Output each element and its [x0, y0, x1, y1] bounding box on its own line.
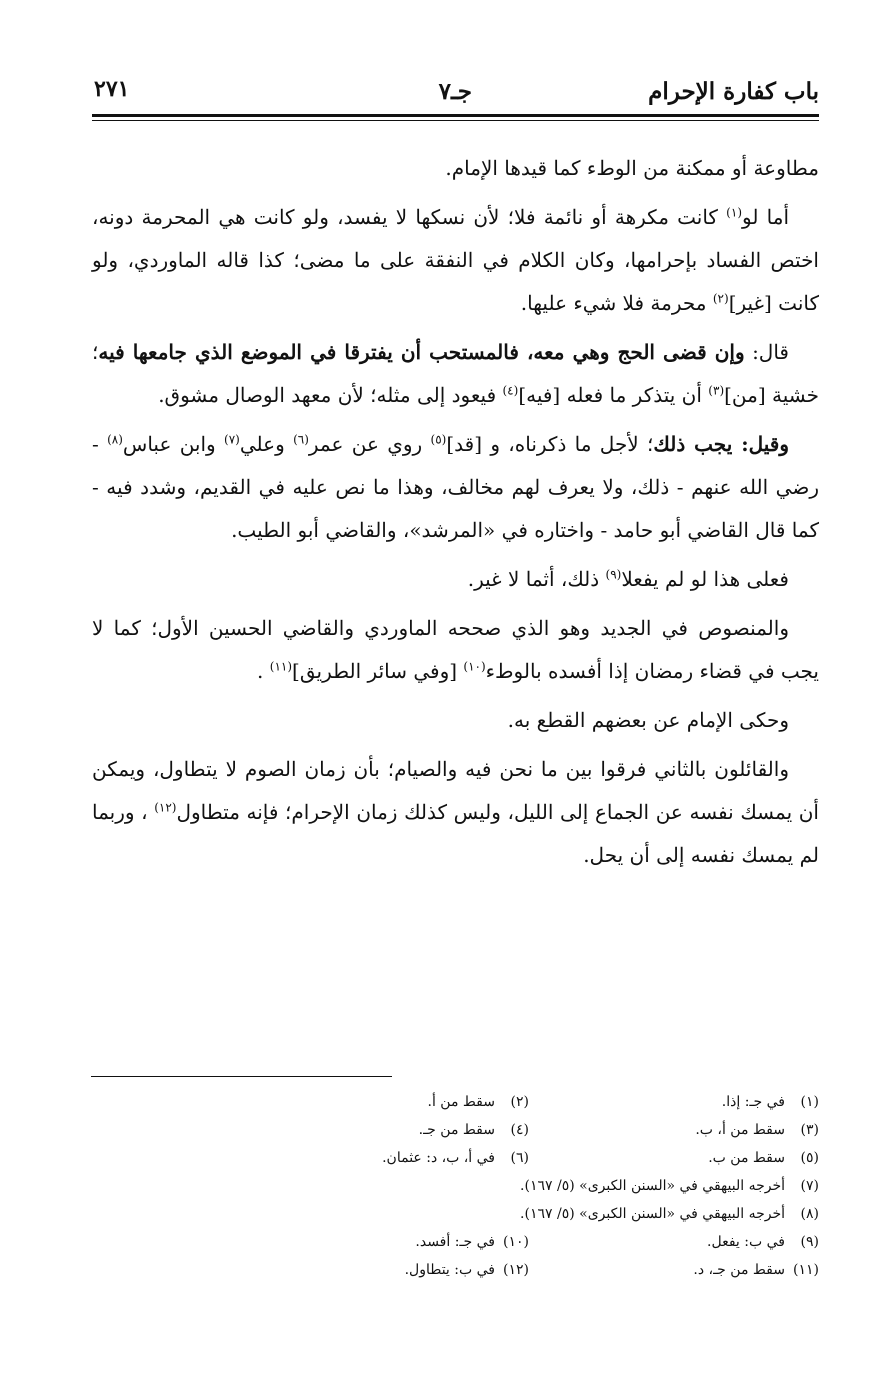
footnote-number: (٢)	[510, 1094, 529, 1110]
footnote-ref: (٧)	[224, 432, 240, 447]
footnote-item	[270, 1230, 529, 1255]
footnote-number: (١)	[800, 1094, 819, 1110]
footnote-number: (٧)	[800, 1178, 819, 1194]
text-segment: محرمة فلا شيء عليها.	[520, 291, 713, 315]
header-rule-thick	[92, 114, 819, 117]
text-segment: [وفي سائر الطريق]	[292, 659, 464, 683]
text-segment: وابن عباس	[122, 432, 225, 456]
paragraph	[92, 748, 819, 877]
book-page	[92, 70, 819, 883]
footnote-text: في جـ: إذا.	[721, 1094, 785, 1110]
text-segment: قال:	[744, 340, 789, 364]
footnote-number: (١٢)	[503, 1262, 529, 1278]
page-number: ٢٧١	[94, 76, 130, 102]
footnote-text: في جـ: أفسد.	[415, 1234, 495, 1250]
footnote-item	[529, 1118, 819, 1143]
footnote-number: (٦)	[510, 1150, 529, 1166]
text-segment: مطاوعة أو ممكنة من الوطء كما قيدها الإمام.	[445, 156, 819, 180]
footnote-number: (١١)	[793, 1262, 819, 1278]
text-segment: - رضي الله عنهم - ذلك، ولا يعرف لهم مخالف، وهذا ما نص عليه في القديم، وشدد فيه - كما قال القاضي أبو حامد - واختاره في «المرشد»، والقاضي أبو الطيب.	[92, 432, 819, 542]
paragraph	[92, 423, 819, 552]
paragraph	[92, 699, 819, 742]
footnote-number: (٣)	[800, 1122, 819, 1138]
footnote-item	[270, 1174, 819, 1199]
running-header	[92, 70, 819, 112]
footnote-ref: (١٢)	[154, 800, 177, 815]
footnote-item	[270, 1118, 529, 1143]
footnote-item	[270, 1090, 529, 1115]
footnote-text: أخرجه البيهقي في «السنن الكبرى» (٥/ ١٦٧).	[520, 1206, 785, 1222]
footnote-number: (١٠)	[503, 1234, 529, 1250]
footnote-item	[270, 1202, 819, 1227]
main-text	[92, 147, 819, 877]
footnote-ref: (٥)	[430, 432, 447, 447]
footnote-item	[529, 1258, 819, 1283]
bold-text: وإن قضى الحج وهي معه، فالمستحب أن يفترقا في الموضع الذي جامعها فيه	[98, 340, 745, 364]
footnote-item	[529, 1146, 819, 1171]
text-segment: ؛ لأجل ما ذكرناه، و [قد]	[446, 432, 654, 456]
paragraph	[92, 331, 819, 417]
footnote-ref: (٤)	[502, 383, 519, 398]
footnote-text: في ب: يتطاول.	[404, 1262, 495, 1278]
footnote-item	[529, 1230, 819, 1255]
footnote-ref: (٦)	[293, 432, 309, 447]
text-segment: أما لو	[742, 205, 789, 229]
footnote-text: سقط من جـ.	[418, 1122, 495, 1138]
text-segment: فعلى هذا لو لم يفعلا	[621, 567, 789, 591]
footnote-separator	[91, 1076, 392, 1077]
footnote-ref: (٢)	[712, 291, 729, 306]
paragraph	[92, 147, 819, 190]
text-segment: وحكى الإمام عن بعضهم القطع به.	[507, 708, 789, 732]
text-segment: فيعود إلى مثله؛ لأن معهد الوصال مشوق.	[158, 383, 503, 407]
footnote-ref: (٩)	[605, 567, 622, 582]
text-segment: أن يتذكر ما فعله [فيه]	[518, 383, 709, 407]
volume-label: جـ٧	[438, 78, 472, 105]
text-segment: وعلي	[239, 432, 294, 456]
footnote-ref: (١٠)	[463, 659, 486, 674]
footnote-item	[270, 1146, 529, 1171]
text-segment: ؛ خشية [من]	[92, 340, 819, 407]
footnote-text: سقط من جـ، د.	[693, 1262, 785, 1278]
footnote-text: في أ، ب، د: عثمان.	[382, 1150, 495, 1166]
footnote-ref: (١١)	[269, 659, 293, 674]
paragraph	[92, 196, 819, 325]
text-segment: ذلك، أثما لا غير.	[467, 567, 606, 591]
bold-text: وقيل: يجب ذلك	[653, 432, 789, 456]
footnote-item	[529, 1090, 819, 1115]
footnote-text: سقط من ب.	[708, 1150, 785, 1166]
text-segment: كانت مكرهة أو نائمة فلا؛ لأن نسكها لا يفسد، ولو كانت هي المحرمة دونه، اختص الفساد بإحرامها، وكان الكلام في النفقة على ما مضى؛ كذا قاله الماوردي، ولو كانت [غير]	[92, 205, 819, 315]
text-segment: روي عن عمر	[308, 432, 431, 456]
footnote-number: (٨)	[800, 1206, 819, 1222]
footnote-text: في ب: يفعل.	[707, 1234, 785, 1250]
paragraph	[92, 558, 819, 601]
chapter-title: باب كفارة الإحرام	[648, 78, 819, 105]
header-rule-thin	[92, 120, 819, 121]
footnote-number: (٩)	[800, 1234, 819, 1250]
text-segment: ، وربما لم يمسك نفسه إلى أن يحل.	[92, 800, 819, 867]
text-segment: والمنصوص في الجديد وهو الذي صححه الماوردي والقاضي الحسين الأول؛ كما لا يجب في قضاء رمضان إذا أفسده بالوطء	[92, 616, 819, 683]
footnote-ref: (٨)	[107, 432, 123, 447]
footnote-text: أخرجه البيهقي في «السنن الكبرى» (٥/ ١٦٧).	[520, 1178, 785, 1194]
text-segment: والقائلون بالثاني فرقوا بين ما نحن فيه والصيام؛ بأن زمان الصوم لا يتطاول، ويمكن أن يمسك نفسه عن الجماع إلى الليل، وليس كذلك زمان الإحرام؛ فإنه متطاول	[92, 757, 819, 824]
footnote-ref: (٣)	[708, 383, 725, 398]
footnote-text: سقط من أ.	[427, 1094, 495, 1110]
text-segment: .	[257, 659, 270, 683]
footnote-item	[270, 1258, 529, 1283]
footnote-ref: (١)	[726, 205, 742, 220]
footnotes	[270, 1090, 819, 1283]
footnote-number: (٥)	[800, 1150, 819, 1166]
footnote-number: (٤)	[510, 1122, 529, 1138]
paragraph	[92, 607, 819, 693]
footnote-text: سقط من أ، ب.	[695, 1122, 785, 1138]
